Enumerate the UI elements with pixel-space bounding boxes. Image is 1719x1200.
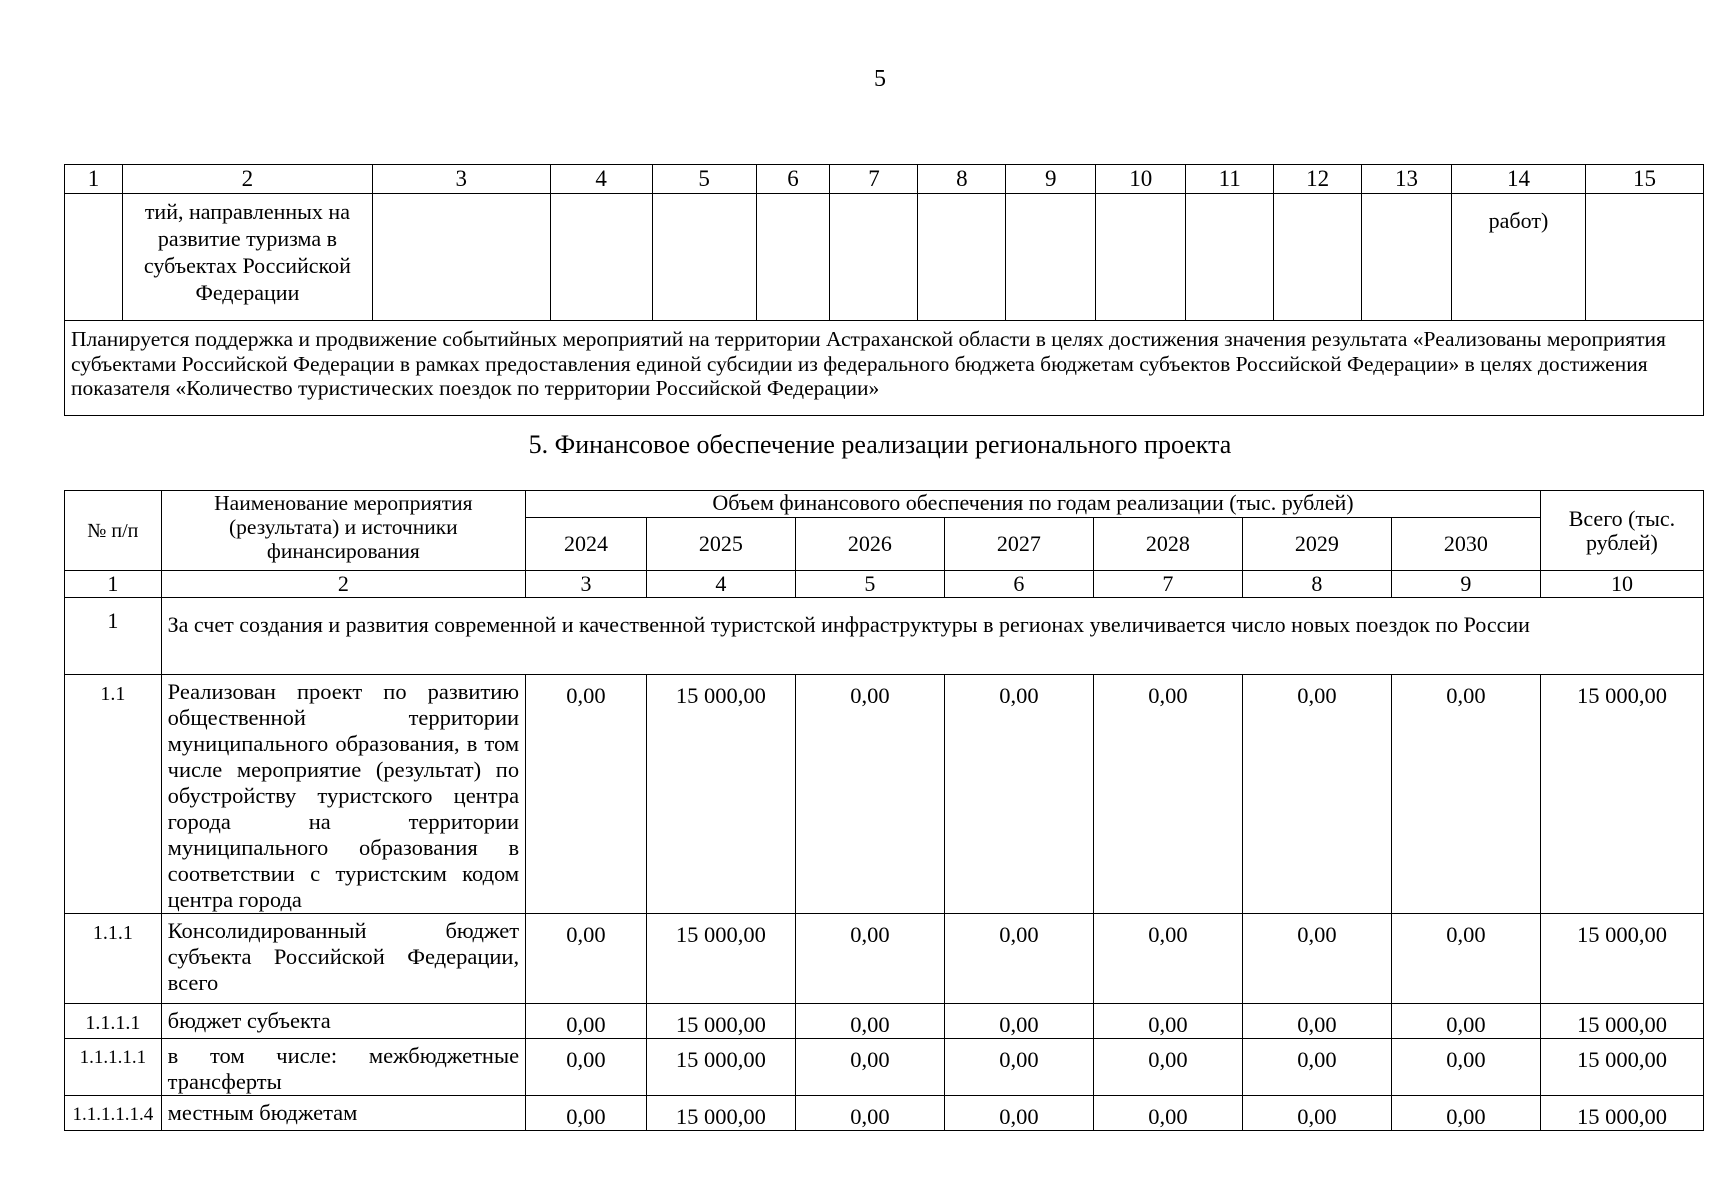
table-row [65,194,1704,321]
col-number: 8 [918,165,1006,194]
row-value: 0,00 [1093,1039,1242,1096]
col-number: 10 [1540,571,1703,598]
table-cell [1585,194,1703,321]
row-total: 15 000,00 [1540,1039,1703,1096]
result-type-cell: работ) [1452,194,1586,321]
table-cell [830,194,918,321]
col-number: 15 [1585,165,1703,194]
col-number: 14 [1452,165,1586,194]
col-number: 7 [1093,571,1242,598]
goal-text: За счет создания и развития современной и качественной туристской инфраструктуры в регионах увеличивается число новых поездок по России [161,598,1703,675]
row-number: 1.1.1 [65,914,162,1004]
row-value: 0,00 [944,675,1093,914]
row-value: 0,00 [795,1096,944,1131]
page-number: 5 [874,66,886,92]
row-value: 0,00 [1093,1004,1242,1039]
row-value: 0,00 [944,1039,1093,1096]
row-value: 0,00 [1242,1004,1391,1039]
table-cell [1006,194,1096,321]
note-row [65,321,1704,416]
row-value: 0,00 [795,1004,944,1039]
row-name: Консолидированный бюджет субъекта Российской Федерации, всего [161,914,525,1004]
row-value: 0,00 [1093,1096,1242,1131]
row-total: 15 000,00 [1540,1004,1703,1039]
table-row [65,675,1704,914]
col-number: 6 [756,165,830,194]
row-value: 0,00 [1391,1039,1540,1096]
header-volume: Объем финансового обеспечения по годам реализации (тыс. рублей) [526,491,1541,518]
table-cell [1186,194,1274,321]
row-value: 0,00 [795,1039,944,1096]
row-number: 1.1.1.1.1.4 [65,1096,162,1131]
row-total: 15 000,00 [1540,1096,1703,1131]
row-number: 1.1 [65,675,162,914]
col-number: 5 [795,571,944,598]
row-name: бюджет субъекта [161,1004,525,1039]
col-number: 4 [550,165,652,194]
row-value: 0,00 [1242,914,1391,1004]
row-value: 15 000,00 [646,675,795,914]
header-year: 2027 [944,518,1093,571]
col-number: 2 [122,165,372,194]
row-value: 0,00 [1391,1004,1540,1039]
col-number: 4 [646,571,795,598]
row-value: 0,00 [1242,1096,1391,1131]
row-value: 15 000,00 [646,914,795,1004]
header-row [65,491,1704,518]
row-value: 15 000,00 [646,1096,795,1131]
table-cell [756,194,830,321]
row-value: 0,00 [526,1004,647,1039]
indicator-table-continuation [64,164,1704,416]
row-value: 0,00 [526,914,647,1004]
col-number: 12 [1274,165,1362,194]
header-year: 2028 [1093,518,1242,571]
table-row [65,1004,1704,1039]
row-value: 0,00 [795,914,944,1004]
header-year: 2025 [646,518,795,571]
col-number: 3 [526,571,647,598]
col-number: 6 [944,571,1093,598]
row-value: 0,00 [1093,914,1242,1004]
col-number: 5 [652,165,756,194]
table-cell [65,194,123,321]
row-value: 15 000,00 [646,1039,795,1096]
column-number-row [65,571,1704,598]
row-total: 15 000,00 [1540,675,1703,914]
header-name: Наименование мероприятия (результата) и источники финансирования [161,491,525,571]
row-value: 0,00 [944,914,1093,1004]
header-year: 2024 [526,518,647,571]
row-value: 0,00 [1391,1096,1540,1131]
col-number: 2 [161,571,525,598]
row-value: 0,00 [795,675,944,914]
row-value: 0,00 [526,675,647,914]
table-cell [372,194,550,321]
row-value: 0,00 [526,1039,647,1096]
col-number: 10 [1096,165,1186,194]
table-row [65,1039,1704,1096]
section-title: 5. Финансовое обеспечение реализации регионального проекта [528,430,1232,459]
row-total: 15 000,00 [1540,914,1703,1004]
table-cell [918,194,1006,321]
goal-number: 1 [65,598,162,675]
col-number: 1 [65,165,123,194]
row-number: 1.1.1.1 [65,1004,162,1039]
row-value: 15 000,00 [646,1004,795,1039]
table-row [65,1096,1704,1131]
col-number: 3 [372,165,550,194]
result-name-cell: тий, направленных на развитие туризма в субъектах Российской Федерации [122,194,372,321]
row-name: в том числе: межбюджетные трансферты [161,1039,525,1096]
column-number-row [65,165,1704,194]
row-value: 0,00 [526,1096,647,1131]
row-name: Реализован проект по развитию общественной территории муниципального образования, в том числе мероприятие (результат) по обустройству туристского центра города на территории муниципального образования в соответствии с туристским кодом центра города [161,675,525,914]
row-value: 0,00 [1242,675,1391,914]
header-year: 2026 [795,518,944,571]
table-row [65,914,1704,1004]
header-total: Всего (тыс. рублей) [1540,491,1703,571]
header-number: № п/п [65,491,162,571]
col-number: 7 [830,165,918,194]
col-number: 1 [65,571,162,598]
row-number: 1.1.1.1.1 [65,1039,162,1096]
col-number: 9 [1391,571,1540,598]
table-cell [1096,194,1186,321]
financing-table [64,490,1704,1131]
row-value: 0,00 [1391,675,1540,914]
header-year: 2030 [1391,518,1540,571]
row-value: 0,00 [1242,1039,1391,1096]
col-number: 11 [1186,165,1274,194]
table-cell [1274,194,1362,321]
col-number: 13 [1362,165,1452,194]
note-text: Планируется поддержка и продвижение событийных мероприятий на территории Астраханской области в целях достижения значения результата «Реализованы мероприятия субъектами Российской Федерации в рамках предоставления единой субсидии из федерального бюджета бюджетам субъектов Российской Федерации» в целях достижения показателя «Количество туристических поездок по территории Российской Федерации» [65,321,1704,416]
goal-row [65,598,1704,675]
header-year: 2029 [1242,518,1391,571]
row-value: 0,00 [1391,914,1540,1004]
table-cell [1362,194,1452,321]
row-value: 0,00 [944,1096,1093,1131]
col-number: 8 [1242,571,1391,598]
table-cell [550,194,652,321]
col-number: 9 [1006,165,1096,194]
row-name: местным бюджетам [161,1096,525,1131]
row-value: 0,00 [944,1004,1093,1039]
row-value: 0,00 [1093,675,1242,914]
table-cell [652,194,756,321]
